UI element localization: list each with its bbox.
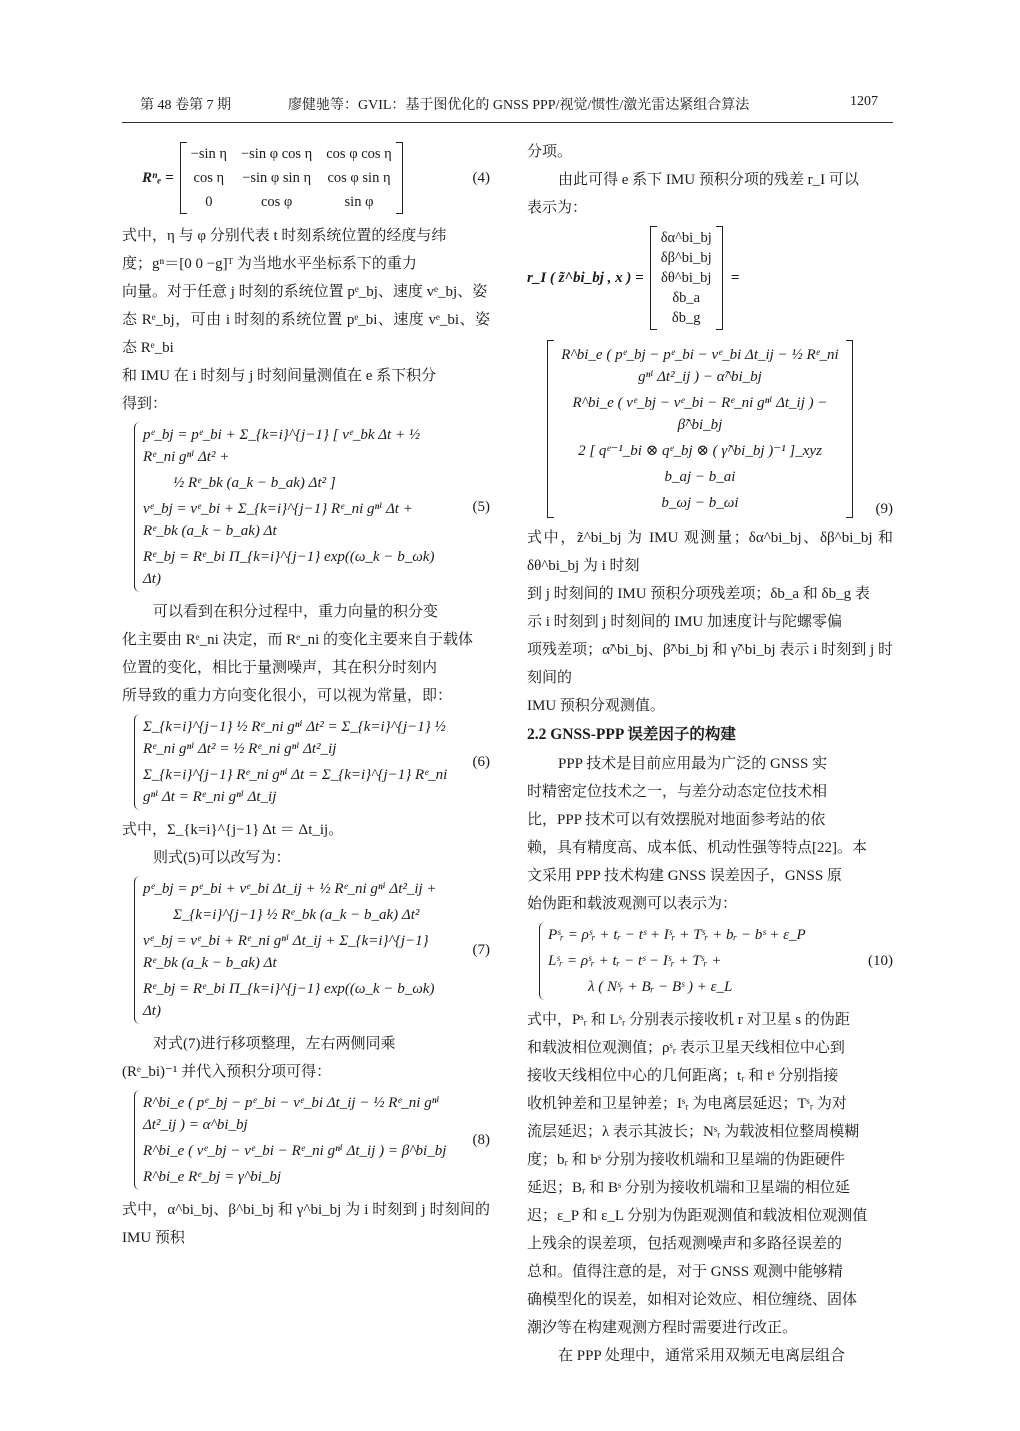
paragraph-line: 式中，Pˢᵣ 和 Lˢᵣ 分别表示接收机 r 对卫星 s 的伪距: [527, 1012, 850, 1028]
paragraph-line: 和载波相位观测值；ρˢᵣ 表示卫星天线相位中心到: [527, 1040, 845, 1056]
paragraph-line: 项残差项；α̃^bi_bj、β̃^bi_bj 和 γ̃^bi_bj 表示 i 时刻到 j 时刻间的: [527, 642, 893, 686]
eq9-lhs: r_I ( z̃^bi_bj , x ) =: [527, 269, 644, 286]
equation-line: pᵉ_bj = pᵉ_bi + Σ_{k=i}^{j−1} [ vᵉ_bk Δt + ½ Rᵉ_ni gⁿⁱ Δt² +: [143, 427, 421, 465]
matrix-cell: cos η: [193, 170, 225, 186]
eq9-vector-entries: [661, 228, 712, 328]
paragraph-line: 确模型化的误差，如相对论效应、相位缠绕、固体: [527, 1292, 858, 1308]
eq8-number: (8): [472, 1131, 490, 1148]
header-rule: [122, 122, 893, 123]
paragraph-line: 可以看到在积分过程中，重力向量的积分变: [153, 604, 439, 620]
paragraph-line: 化主要由 Rᵉ_ni 决定，而 Rᵉ_ni 的变化主要来自于载体: [122, 632, 474, 648]
paragraph-line: 收机钟差和卫星钟差；Iˢᵣ 为电离层延迟；Tˢᵣ 为对: [527, 1096, 847, 1112]
eq5-number: (5): [472, 498, 490, 515]
paragraph-line: 文采用 PPP 技术构建 GNSS 误差因子，GNSS 原: [527, 868, 842, 884]
vector-entry: δθ^bi_bj: [661, 270, 712, 286]
vector-entry: δb_a: [672, 290, 701, 306]
paragraph-line: 在 PPP 处理中，通常采用双频无电离层组合: [558, 1348, 845, 1364]
equation-line: 2 [ qᵉ⁻¹_bi ⊗ qᵉ_bj ⊗ ( γ̃^bi_bj )⁻¹ ]_xyz: [578, 443, 822, 459]
equation-line: Lˢᵣ = ρˢᵣ + tᵣ − tˢ − Iˢᵣ + Tˢᵣ +: [548, 953, 722, 969]
paragraph-line: 接收天线相位中心的几何距离；tᵣ 和 tˢ 分别指接: [527, 1068, 839, 1084]
section-heading: 2.2 GNSS-PPP 误差因子的构建: [527, 726, 736, 743]
paragraph-line: 所导致的重力方向变化很小，可以视为常量，即：: [122, 688, 453, 704]
eq9-number: (9): [875, 501, 893, 517]
equation-line: b_aj − b_ai: [664, 469, 736, 485]
eq6-number: (6): [472, 753, 490, 770]
paragraph-line: 示 i 时刻到 j 时刻间的 IMU 加速度计与陀螺零偏: [527, 614, 843, 630]
paragraph-line: IMU 预积分观测值。: [527, 698, 665, 714]
eq7: [122, 876, 490, 1024]
paragraph-line: 分项。: [527, 144, 573, 160]
eq9-residual: [527, 340, 893, 518]
eq10: [527, 922, 893, 1000]
matrix-cell: −sin φ cos η: [240, 146, 313, 162]
equation-line: R^bi_e Rᵉ_bj = γ^bi_bj: [143, 1169, 282, 1185]
eq7-brace: [134, 876, 450, 1024]
left-column: [122, 138, 490, 1252]
eq8: [122, 1090, 490, 1190]
eq10-brace: [539, 922, 853, 1000]
paragraph-line: 总和。值得注意的是，对于 GNSS 观测中能够精: [527, 1264, 843, 1280]
paragraph-line: 由此可得 e 系下 IMU 预积分项的残差 r_I 可以: [558, 172, 859, 188]
paragraph-line: 始伪距和载波观测可以表示为：: [527, 896, 738, 912]
eq4-number: (4): [472, 169, 490, 186]
paragraph-line: 式中，α^bi_bj、β^bi_bj 和 γ^bi_bj 为 i 时刻到 j 时刻间的 IMU 预积: [122, 1202, 490, 1246]
paragraph-line: PPP 技术是目前应用最为广泛的 GNSS 实: [558, 756, 828, 772]
equation-line: vᵉ_bj = vᵉ_bi + Σ_{k=i}^{j−1} Rᵉ_ni gⁿⁱ Δt + Rᵉ_bk (a_k − b_ak) Δt: [143, 501, 413, 539]
paragraph-line: 和 IMU 在 i 时刻与 j 时刻间量测值在 e 系下积分: [122, 368, 437, 384]
paragraph-line: 式中，η 与 φ 分别代表 t 时刻系统位置的经度与纬: [122, 228, 447, 244]
paragraph-line: 式中，z̃^bi_bj 为 IMU 观测量；δα^bi_bj、δβ^bi_bj 和 δθ^bi_bj 为 i 时刻: [527, 530, 893, 574]
equation-line: Rᵉ_bj = Rᵉ_bi Π_{k=i}^{j−1} exp((ω_k − b_ωk) Δt): [143, 549, 435, 587]
eq6-brace: [134, 714, 450, 810]
page-number: 1207: [850, 94, 878, 109]
eq5-brace: [134, 422, 450, 592]
paragraph-line: 赖，具有精度高、成本低、机动性强等特点[22]。本: [527, 840, 867, 856]
right-column: [527, 138, 893, 1370]
eq6: [122, 714, 490, 810]
eq4-lhs: Rⁿₑ =: [142, 169, 174, 186]
eq9-top: [527, 226, 893, 330]
eq5: [122, 422, 490, 592]
equation-line: R^bi_e ( pᵉ_bj − pᵉ_bi − vᵉ_bi Δt_ij − ½ Rᵉ_ni gⁿⁱ Δt²_ij ) − α̃^bi_bj: [561, 347, 839, 385]
equation-line: Σ_{k=i}^{j−1} ½ Rᵉ_bk (a_k − b_ak) Δt²: [173, 907, 420, 923]
matrix-cell: −sin η: [190, 146, 227, 162]
matrix-cell: 0: [205, 194, 213, 210]
paragraph-line: 度；bᵣ 和 bˢ 分别为接收机端和卫星端的伪距硬件: [527, 1152, 845, 1168]
equation-line: Pˢᵣ = ρˢᵣ + tᵣ − tˢ + Iˢᵣ + Tˢᵣ + bᵣ − bˢ + ε_P: [548, 927, 806, 943]
equation-line: pᵉ_bj = pᵉ_bi + vᵉ_bi Δt_ij + ½ Rᵉ_ni gⁿⁱ Δt²_ij +: [143, 881, 437, 897]
equation-line: R^bi_e ( vᵉ_bj − vᵉ_bi − Rᵉ_ni gⁿⁱ Δt_ij ) = β^bi_bj: [143, 1143, 447, 1159]
volume-issue: 第 48 卷第 7 期: [140, 98, 231, 113]
eq4: [122, 142, 490, 214]
paragraph-line: 则式(5)可以改写为：: [153, 850, 291, 866]
running-title: 廖健驰等：GVIL：基于图优化的 GNSS PPP/视觉/惯性/激光雷达紧组合算法: [288, 98, 750, 113]
eq9-vector: [650, 226, 723, 330]
paragraph-line: 到 j 时刻间的 IMU 预积分项残差项；δb_a 和 δb_g 表: [527, 586, 870, 602]
paragraph-line: 延迟；Bᵣ 和 Bˢ 分别为接收机端和卫星端的相位延: [527, 1180, 850, 1196]
equation-line: λ ( Nˢᵣ + Bᵣ − Bˢ ) + ε_L: [588, 979, 733, 995]
paragraph-line: 度；gⁿ＝[0 0 −g]ᵀ 为当地水平坐标系下的重力: [122, 256, 417, 272]
paragraph-line: 式中，Σ_{k=i}^{j−1} Δt ＝ Δt_ij。: [122, 822, 344, 838]
paragraph-line: 态 Rᵉ_bj，可由 i 时刻的系统位置 pᵉ_bi、速度 vᵉ_bi、姿态 Rᵉ_bi: [122, 312, 490, 356]
paragraph-line: 向量。对于任意 j 时刻的系统位置 pᵉ_bj、速度 vᵉ_bj、姿: [122, 284, 488, 300]
paragraph-line: 得到：: [122, 396, 168, 412]
paragraph-line: 迟；ε_P 和 ε_L 分别为伪距观测值和载波相位观测值: [527, 1208, 868, 1224]
eq10-number: (10): [868, 952, 893, 969]
paragraph-line: 流层延迟；λ 表示其波长；Nˢᵣ 为载波相位整周模糊: [527, 1124, 860, 1140]
equation-line: b_ωj − b_ωi: [661, 495, 739, 511]
equation-line: vᵉ_bj = vᵉ_bi + Rᵉ_ni gⁿⁱ Δt_ij + Σ_{k=i}^{j−1} Rᵉ_bk (a_k − b_ak) Δt: [143, 933, 429, 971]
equation-line: ½ Rᵉ_bk (a_k − b_ak) Δt² ]: [173, 475, 336, 491]
equation-line: R^bi_e ( vᵉ_bj − vᵉ_bi − Rᵉ_ni gⁿⁱ Δt_ij ) − β̃^bi_bj: [572, 395, 828, 433]
paragraph-line: (Rᵉ_bi)⁻¹ 并代入预积分项可得：: [122, 1064, 332, 1080]
equation-line: Rᵉ_bj = Rᵉ_bi Π_{k=i}^{j−1} exp((ω_k − b_ωk) Δt): [143, 981, 435, 1019]
matrix-cell: cos φ: [260, 194, 293, 210]
vector-entry: δb_g: [671, 310, 701, 326]
equation-line: Σ_{k=i}^{j−1} Rᵉ_ni gⁿⁱ Δt = Σ_{k=i}^{j−1} Rᵉ_ni gⁿⁱ Δt = Rᵉ_ni gⁿⁱ Δt_ij: [143, 767, 448, 805]
eq9-residual-vector: [547, 340, 853, 518]
paragraph-line: 位置的变化，相比于量测噪声，其在积分时刻内: [122, 660, 438, 676]
eq4-matrix-grid: [191, 144, 392, 212]
equation-line: Σ_{k=i}^{j−1} ½ Rᵉ_ni gⁿⁱ Δt² = Σ_{k=i}^{j−1} ½ Rᵉ_ni gⁿⁱ Δt² = ½ Rᵉ_ni gⁿⁱ Δt²_ij: [143, 719, 446, 757]
equation-line: R^bi_e ( pᵉ_bj − pᵉ_bi − vᵉ_bi Δt_ij − ½ Rᵉ_ni gⁿⁱ Δt²_ij ) = α^bi_bj: [143, 1095, 440, 1133]
matrix-cell: sin φ: [344, 194, 374, 210]
eq4-matrix: [180, 142, 403, 214]
paragraph-line: 对式(7)进行移项整理，左右两侧同乘: [153, 1036, 396, 1052]
vector-entry: δβ^bi_bj: [660, 250, 712, 266]
matrix-cell: −sin φ sin η: [242, 170, 312, 186]
eq8-brace: [134, 1090, 450, 1190]
paragraph-line: 潮汐等在构建观测方程时需要进行改正。: [527, 1320, 798, 1336]
matrix-cell: cos φ sin η: [327, 170, 391, 186]
paragraph-line: 比，PPP 技术可以有效摆脱对地面参考站的依: [527, 812, 826, 828]
matrix-cell: cos φ cos η: [326, 146, 392, 162]
paragraph-line: 表示为：: [527, 200, 588, 216]
equals-sign: =: [730, 269, 740, 286]
eq7-number: (7): [472, 941, 490, 958]
paragraph-line: 上残余的误差项，包括观测噪声和多路径误差的: [527, 1236, 843, 1252]
paragraph-line: 时精密定位技术之一，与差分动态定位技术相: [527, 784, 828, 800]
vector-entry: δα^bi_bj: [660, 230, 712, 246]
